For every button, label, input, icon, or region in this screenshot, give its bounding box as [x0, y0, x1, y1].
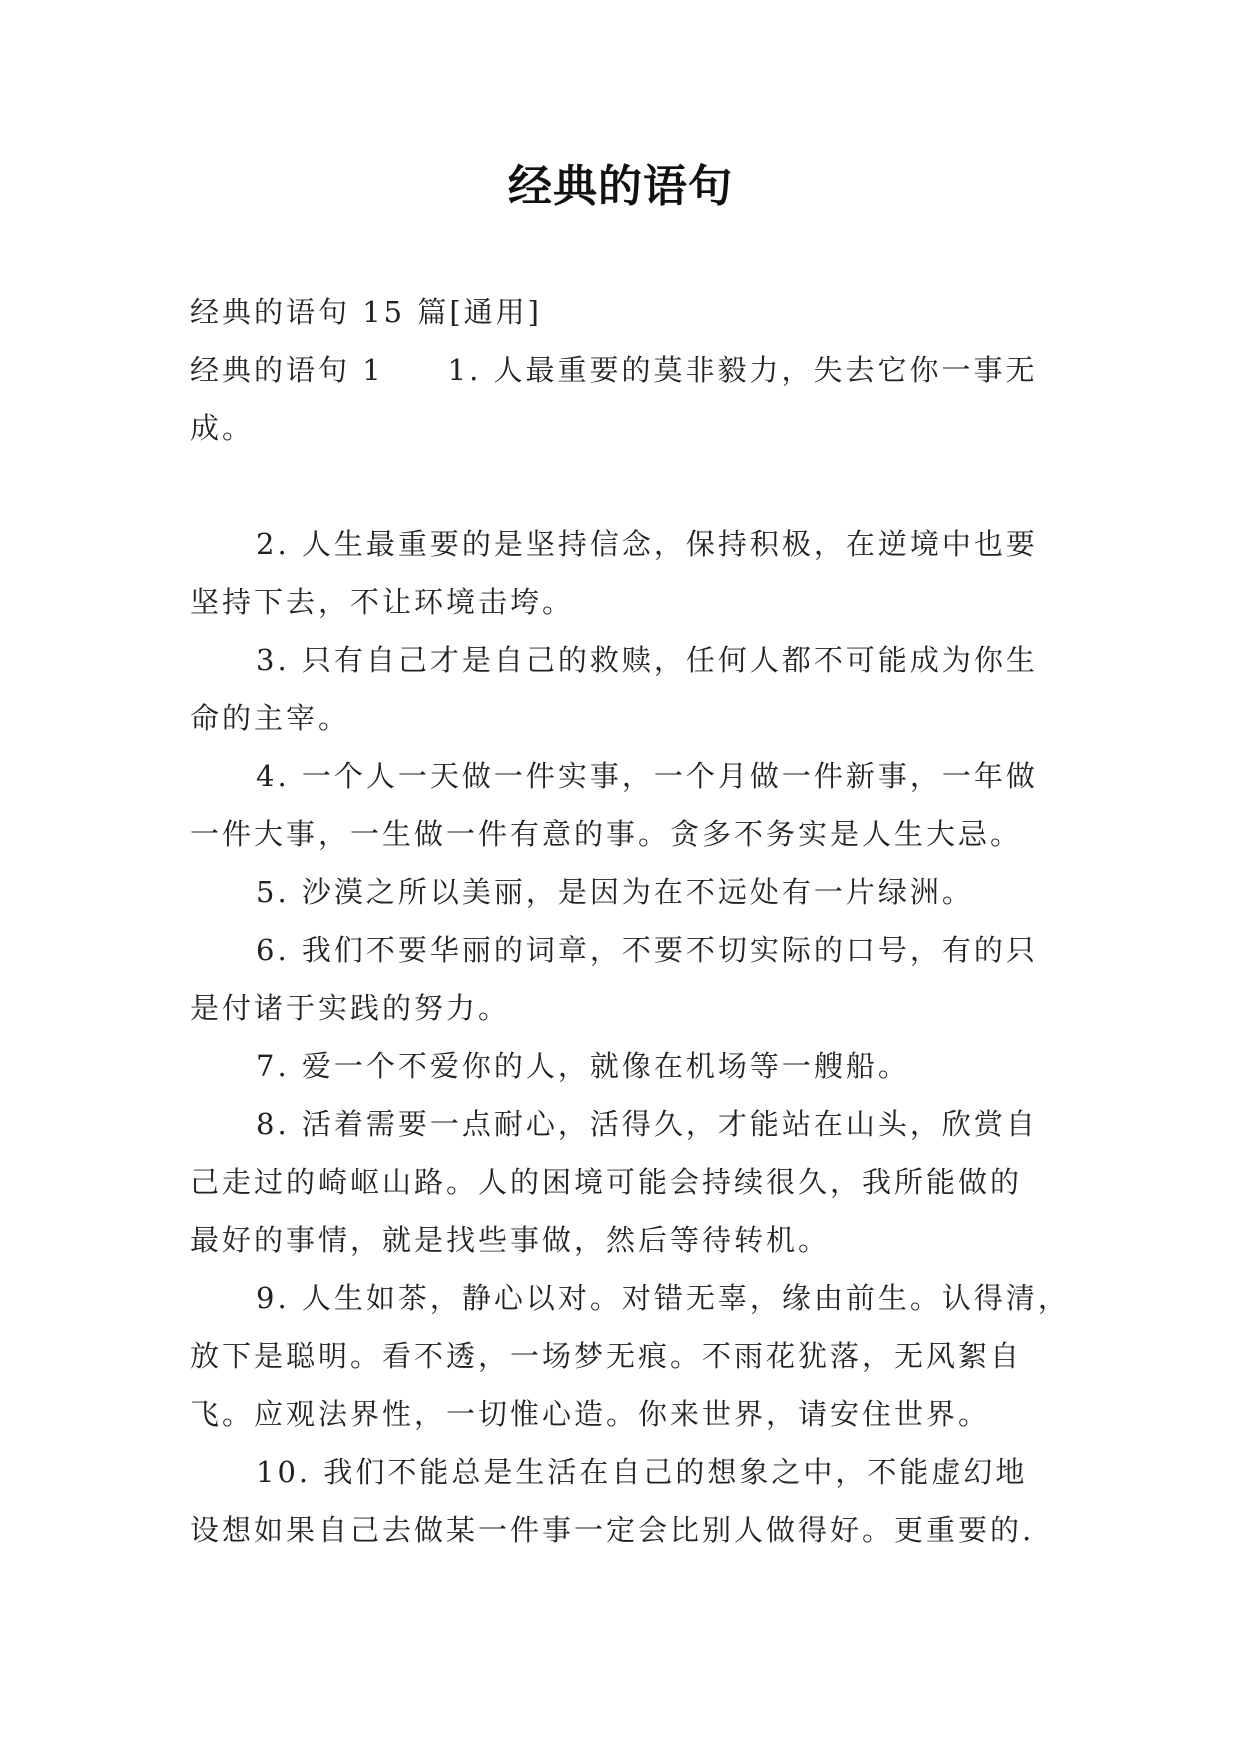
document-body: [190, 283, 1070, 1559]
quote-2-line-2: 坚持下去，不让环境击垮。: [190, 585, 575, 619]
section-first-line: [190, 341, 1070, 399]
quote-3-line-1: 3. 只有自己才是自己的救赎，任何人都不可能成为你生: [256, 643, 1038, 677]
quote-10-line-2: 设想如果自己去做某一件事一定会比别人做得好。更重要的.: [190, 1513, 1035, 1547]
quote-3-line-2: 命的主宰。: [190, 701, 351, 735]
document-subtitle: 经典的语句 15 篇[通用]: [190, 295, 542, 329]
quote-4-line-1: 4. 一个人一天做一件实事，一个月做一件新事，一年做: [256, 759, 1038, 793]
quote-6-line-1: 6. 我们不要华丽的词章，不要不切实际的口号，有的只: [256, 933, 1038, 967]
quote-5-line-1: 5. 沙漠之所以美丽，是因为在不远处有一片绿洲。: [256, 875, 974, 909]
quote-6-line-2: 是付诸于实践的努力。: [190, 991, 511, 1025]
quote-7-line-1: 7. 爱一个不爱你的人，就像在机场等一艘船。: [256, 1049, 910, 1083]
quote-10-line-1: 10. 我们不能总是生活在自己的想象之中，不能虚幻地: [256, 1455, 1028, 1489]
section-heading: 经典的语句 1: [190, 353, 384, 387]
quote-1-line-2: 成。: [190, 411, 255, 445]
quote-4-line-2: 一件大事，一生做一件有意的事。贪多不务实是人生大忌。: [190, 817, 1023, 851]
quote-9-line-3: 飞。应观法界性，一切惟心造。你来世界，请安住世界。: [190, 1397, 991, 1431]
paragraph-spacer: [190, 457, 1070, 515]
document-title: 经典的语句: [508, 161, 733, 212]
quote-9-line-1: 9. 人生如茶，静心以对。对错无辜，缘由前生。认得清，: [256, 1281, 1070, 1315]
quote-2-line-1: 2. 人生最重要的是坚持信念，保持积极，在逆境中也要: [256, 527, 1038, 561]
quote-8-line-2: 己走过的崎岖山路。人的困境可能会持续很久，我所能做的: [190, 1165, 1023, 1199]
quote-8-line-1: 8. 活着需要一点耐心，活得久，才能站在山头，欣赏自: [256, 1107, 1038, 1141]
quote-9-line-2: 放下是聪明。看不透，一场梦无痕。不雨花犹落，无风絮自: [190, 1339, 1023, 1373]
quote-1-line-1: 1. 人最重要的莫非毅力，失去它你一事无: [447, 353, 1038, 387]
quote-8-line-3: 最好的事情，就是找些事做，然后等待转机。: [190, 1223, 831, 1257]
